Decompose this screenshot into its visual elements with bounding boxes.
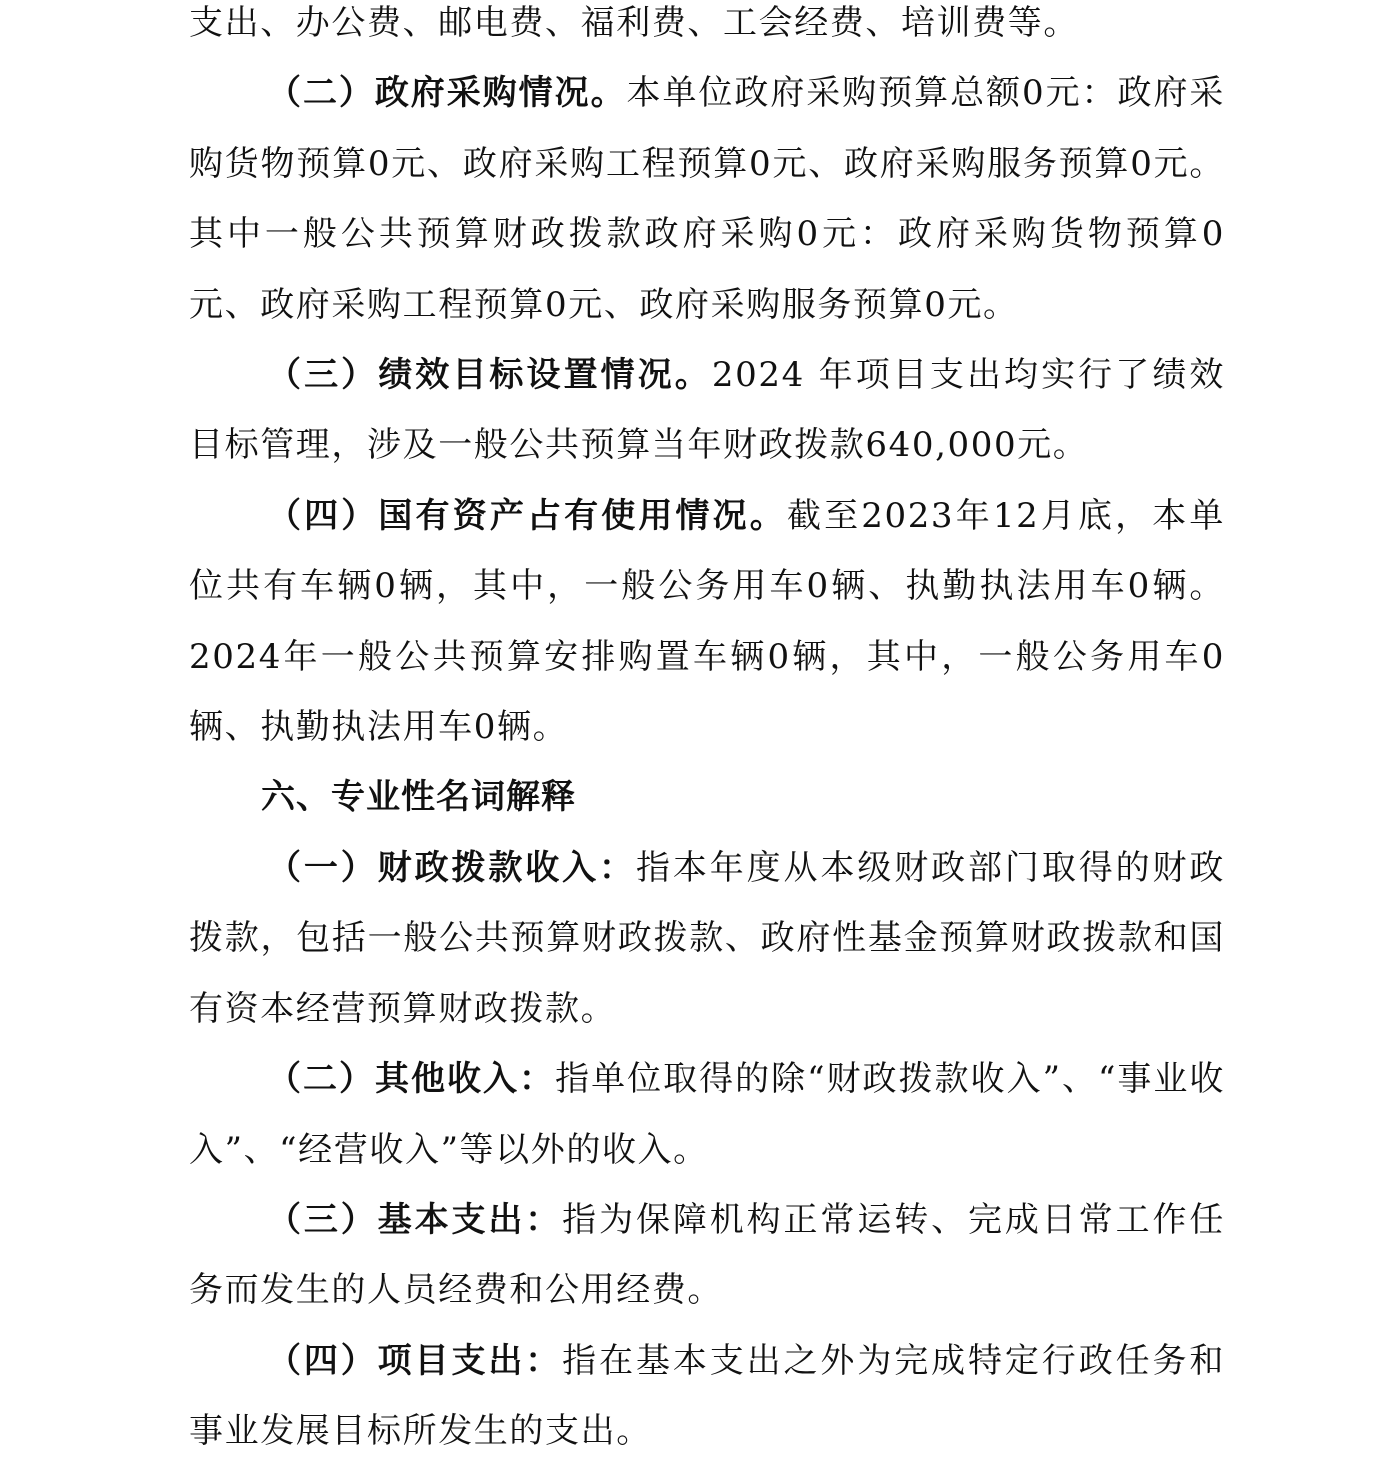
section-heading: 六、专业性名词解释 (261, 777, 576, 818)
term-fiscal-appropriation-income (189, 833, 1225, 1044)
paragraph-performance-targets (189, 340, 1225, 481)
document-page (189, 0, 1225, 1467)
term-basic-expenditure (189, 1185, 1225, 1326)
paragraph-lead: （三）绩效目标设置情况。 (267, 355, 712, 396)
paragraph-text: 本单位政府采购预算总额0元：政府采购货物预算0元、政府采购工程预算0元、政府采购服务预算0元。其中一般公共预算财政拨款政府采购0元：政府采购货物预算0元、政府采购工程预算0元、政府采购服务预算0元。 (189, 73, 1225, 325)
paragraph-text: 支出、办公费、邮电费、福利费、工会经费、培训费等。 (189, 3, 1079, 43)
paragraph-state-assets (189, 481, 1225, 763)
term-lead: （一）财政拨款收入： (267, 847, 636, 888)
term-lead: （四）项目支出： (267, 1340, 563, 1381)
term-text: 指单位取得的除“财政拨款收入”、“事业收入”、“经营收入”等以外的收入。 (189, 1059, 1225, 1170)
paragraph-continuation (189, 0, 1225, 58)
term-text: 指在基本支出之外为完成特定行政任务和事业发展目标所发生的支出。 (189, 1340, 1225, 1452)
term-text: 指为保障机构正常运转、完成日常工作任务而发生的人员经费和公用经费。 (189, 1199, 1225, 1311)
paragraph-lead: （二）政府采购情况。 (267, 73, 627, 114)
term-lead: （二）其他收入： (267, 1059, 556, 1100)
paragraph-text: 2024 年项目支出均实行了绩效目标管理，涉及一般公共预算当年财政拨款640,000元。 (189, 355, 1226, 466)
term-text: 指本年度从本级财政部门取得的财政拨款，包括一般公共预算财政拨款、政府性基金预算财政拨款和国有资本经营预算财政拨款。 (189, 847, 1226, 1029)
term-project-expenditure (189, 1326, 1225, 1467)
term-other-income (189, 1044, 1225, 1185)
term-lead: （三）基本支出： (267, 1199, 563, 1240)
paragraph-lead: （四）国有资产占有使用情况。 (267, 495, 787, 536)
paragraph-text: 截至2023年12月底，本单位共有车辆0辆，其中，一般公务用车0辆、执勤执法用车0辆。2024年一般公共预算安排购置车辆0辆，其中，一般公务用车0辆、执勤执法用车0辆。 (189, 495, 1225, 748)
paragraph-government-procurement (189, 58, 1225, 340)
